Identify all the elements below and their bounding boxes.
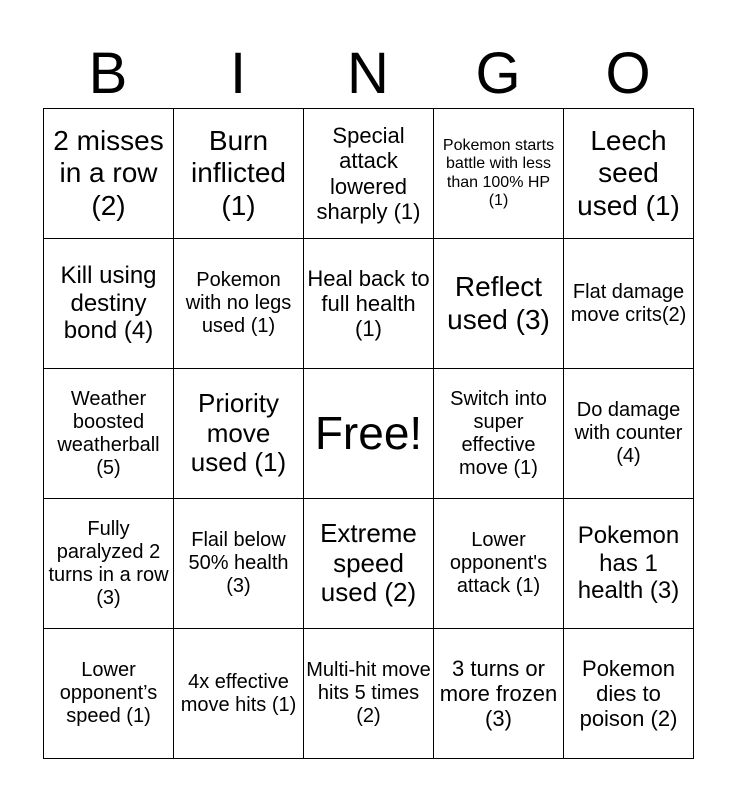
bingo-cell[interactable]: Multi-hit move hits 5 times (2) (304, 629, 434, 759)
bingo-cell[interactable]: Pokemon dies to poison (2) (564, 629, 694, 759)
bingo-cell[interactable]: Do damage with counter (4) (564, 369, 694, 499)
header-letter-g: G (475, 41, 521, 106)
header-letter-n: N (347, 41, 389, 106)
bingo-cell[interactable]: Pokemon with no legs used (1) (174, 239, 304, 369)
bingo-cell[interactable]: Priority move used (1) (174, 369, 304, 499)
bingo-cell[interactable]: Weather boosted weatherball (5) (44, 369, 174, 499)
grid-row (44, 369, 694, 499)
bingo-cell[interactable]: Switch into super effective move (1) (434, 369, 564, 499)
grid-row (44, 239, 694, 369)
bingo-cell[interactable]: Pokemon starts battle with less than 100% HP (1) (434, 109, 564, 239)
bingo-grid (43, 108, 694, 759)
bingo-cell[interactable]: Kill using destiny bond (4) (44, 239, 174, 369)
header-letter-b: B (88, 41, 128, 106)
grid-row (44, 499, 694, 629)
bingo-cell[interactable]: 4x effective move hits (1) (174, 629, 304, 759)
bingo-cell[interactable]: Heal back to full health (1) (304, 239, 434, 369)
bingo-cell[interactable]: Lower opponent’s speed (1) (44, 629, 174, 759)
bingo-cell[interactable]: Reflect used (3) (434, 239, 564, 369)
bingo-cell[interactable]: Burn inflicted (1) (174, 109, 304, 239)
bingo-cell[interactable]: Lower opponent's attack (1) (434, 499, 564, 629)
bingo-cell[interactable]: Flat damage move crits(2) (564, 239, 694, 369)
bingo-cell[interactable]: 2 misses in a row (2) (44, 109, 174, 239)
bingo-cell[interactable]: 3 turns or more frozen (3) (434, 629, 564, 759)
bingo-cell[interactable]: Pokemon has 1 health (3) (564, 499, 694, 629)
bingo-cell[interactable]: Special attack lowered sharply (1) (304, 109, 434, 239)
header-letter-o: O (605, 41, 651, 106)
free-space-cell[interactable]: Free! (304, 369, 434, 499)
grid-row (44, 629, 694, 759)
header-letter-i: I (229, 41, 247, 106)
bingo-header (43, 41, 693, 106)
bingo-cell[interactable]: Flail below 50% health (3) (174, 499, 304, 629)
bingo-cell[interactable]: Leech seed used (1) (564, 109, 694, 239)
grid-row (44, 109, 694, 239)
bingo-cell[interactable]: Extreme speed used (2) (304, 499, 434, 629)
bingo-cell[interactable]: Fully paralyzed 2 turns in a row (3) (44, 499, 174, 629)
